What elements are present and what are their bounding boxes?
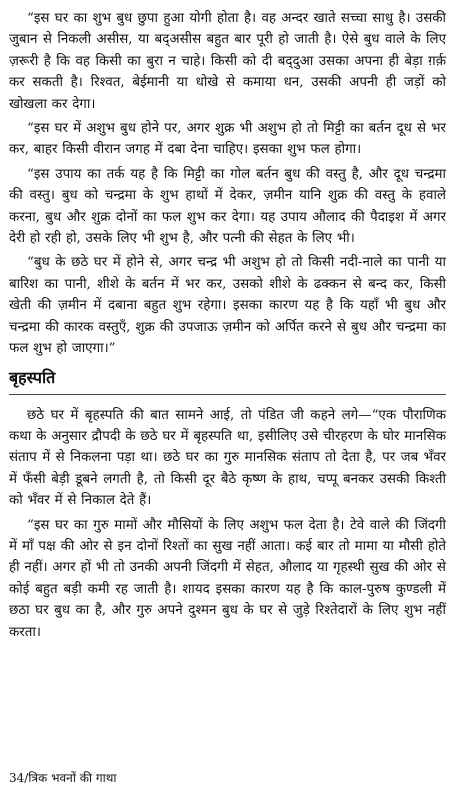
paragraph-budh-yogi: “इस घर का शुभ बुध छुपा हुआ योगी होता है। वह अन्दर खाते सच्चा साधु है। उसकी जुबान से निकली असीस, या बद्‌असीस बहुत बार पूरी हो जाती है। ऐसे बुध वाले के लिए ज़रूरी है कि वह किसी का बुरा न चाहे। किसी को दी बद्‌दुआ उसका अपना ही बेड़ा ग़र्क़ कर सकती है। रिश्वत, बेईमानी या धोखे से कमाया धन, उसकी अपनी ही जड़ों को खोखला कर देगा। [9,11,446,112]
paragraph-remedy-logic: “इस उपाय का तर्क यह है कि मिट्टी का गोल बर्तन बुध की वस्तु है, और दूध चन्द्रमा की वस्तु। बुध को चन्द्रमा के शुभ हाथों में देकर, ज़मीन यानि शुक्र की वस्तु के हवाले करना, बुध और शुक्र दोनों का फल शुभ कर देगा। यह उपाय औलाद की पैदाइश में अगर देरी हो रही हो, उसके लिए भी शुभ है, और पत्नी की सेहत के लिए भी। [9,166,446,247]
paragraph-guru-relatives: “इस घर का गुरु मामों और मौसियों के लिए अशुभ फल देता है। टेवे वाले की जिंदगी में माँ पक्ष की ओर से इन दोनों रिश्तों का सुख नहीं आता। कई बार तो मामा या मौसी होते ही नहीं। अगर हों भी तो उनकी अपनी जिंदगी में सेहत, औलाद या गृहस्थी सुख की ओर से कोई बहुत बड़ी कमी रह जाती है। शायद इसका कारण यह है कि काल-पुरुष कुण्डली में छठा घर बुध का है, और गुरु अपने दुश्मन बुध के घर से जुड़े रिश्तेदारों के लिए शुभ नहीं करता। [9,517,446,640]
page-footer: 34/त्रिक भवनों की गाथा [9,771,117,785]
page-body [9,8,446,646]
section-heading-brihaspati: बृहस्पति [9,368,446,395]
paragraph-budh-remedy: “इस घर में अशुभ बुध होने पर, अगर शुक्र भी अशुभ हो तो मिट्टी का बर्तन दूध से भर कर, बाहर किसी वीरान जगह में दबा देना चाहिए। इसका शुभ फल होगा। [9,121,446,158]
paragraph-draupadi: छठे घर में बृहस्पति की बात सामने आई, तो पंडित जी कहने लगे—“एक पौराणिक कथा के अनुसार द्रौपदी के छठे घर में बृहस्पति था, इसीलिए उसे चीरहरण के घोर मानसिक संताप में से निकलना पड़ा था। छठे घर का गुरु मानसिक संताप तो देता है, पर जब भँवर में फँसी बेड़ी डूबने लगती है, तो किसी दूर बैठे कृष्ण के हाथ, चप्पू बनकर उसकी किश्ती को भँवर में से निकाल देते हैं। [9,407,446,509]
paragraph-budh-chandra: “बुध के छठे घर में होने से, अगर चन्द्र भी अशुभ हो तो किसी नदी-नाले का पानी या बारिश का पानी, शीशे के बर्तन में भर कर, उसको शीशे के ढक्कन से बन्द कर, किसी खेती की ज़मीन में दबाना बहुत शुभ रहेगा। इसका कारण यह है कि यहाँ भी बुध और चन्द्रमा की कारक वस्तुएँ, शुक्र की उपजाऊ ज़मीन को अर्पित करने से बुध और चन्द्रमा का फल शुभ हो जाएगा।” [9,255,446,357]
